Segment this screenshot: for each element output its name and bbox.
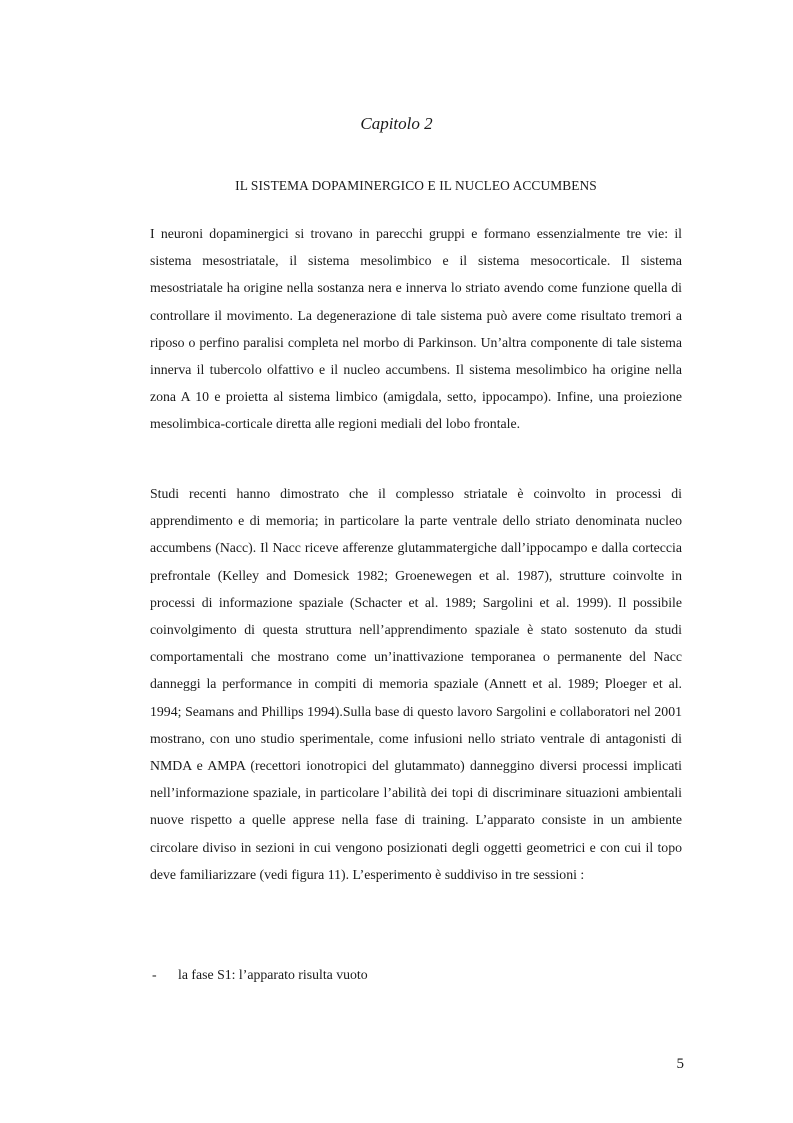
section-title: IL SISTEMA DOPAMINERGICO E IL NUCLEO ACCUMBENS [235,178,597,193]
list-item-text: la fase S1: l’apparato risulta vuoto [178,967,368,982]
page-number: 5 [676,1056,684,1072]
paragraph-2: Studi recenti hanno dimostrato che il complesso striatale è coinvolto in processi di apprendimento e di memoria; in particolare la parte ventrale dello striato denominata nucleo accumbens (Nacc). Il Nacc riceve afferenze glutammatergiche dall’ippocampo e dalla corteccia prefrontale (Kelley and Domesick 1982; Groenewegen et al. 1987), strutture coinvolte in processi di informazione spaziale (Schacter et al. 1989; Sargolini et al. 1999). Il possibile coinvolgimento di questa struttura nell’apprendimento spaziale è stato sostenuto da studi comportamentali che mostrano come un’inattivazione temporanea o permanente del Nacc danneggi la performance in compiti di memoria spaziale (Annett et al. 1989; Ploeger et al. 1994; Seamans and Phillips 1994).Sulla base di questo lavoro Sargolini e collaboratori nel 2001 mostrano, con uno studio sperimentale, come infusioni nello striato ventrale di antagonisti di NMDA e AMPA (recettori ionotropici del glutammato) danneggino diversi processi implicati nell’informazione spaziale, in particolare l’abilità dei topi di discriminare situazioni ambientali nuove rispetto a quelle apprese nella fase di training. L’apparato consiste in un ambiente circolare diviso in sezioni in cui vengono posizionati degli oggetti geometrici e con cui il topo deve familiarizzare (vedi figura 11). L’esperimento è suddiviso in tre sessioni : [150,486,682,882]
list-item-marker: - [152,967,157,982]
chapter-label: Capitolo 2 [360,114,433,133]
list-item [152,961,368,988]
paragraph-1: I neuroni dopaminergici si trovano in parecchi gruppi e formano essenzialmente tre vie: il sistema mesostriatale, il sistema mesolimbico e il sistema mesocorticale. Il sistema mesostriatale ha origine nella sostanza nera e innerva lo striato avendo come funzione quella di controllare il movimento. La degenerazione di tale sistema può avere come risultato tremori a riposo o perfino paralisi completa nel morbo di Parkinson. Un’altra componente di tale sistema innerva il tubercolo olfattivo e il nucleo accumbens. Il sistema mesolimbico ha origine nella zona A 10 e proietta al sistema limbico (amigdala, setto, ippocampo). Infine, una proiezione mesolimbica-corticale diretta alle regioni mediali del lobo frontale. [150,226,682,432]
